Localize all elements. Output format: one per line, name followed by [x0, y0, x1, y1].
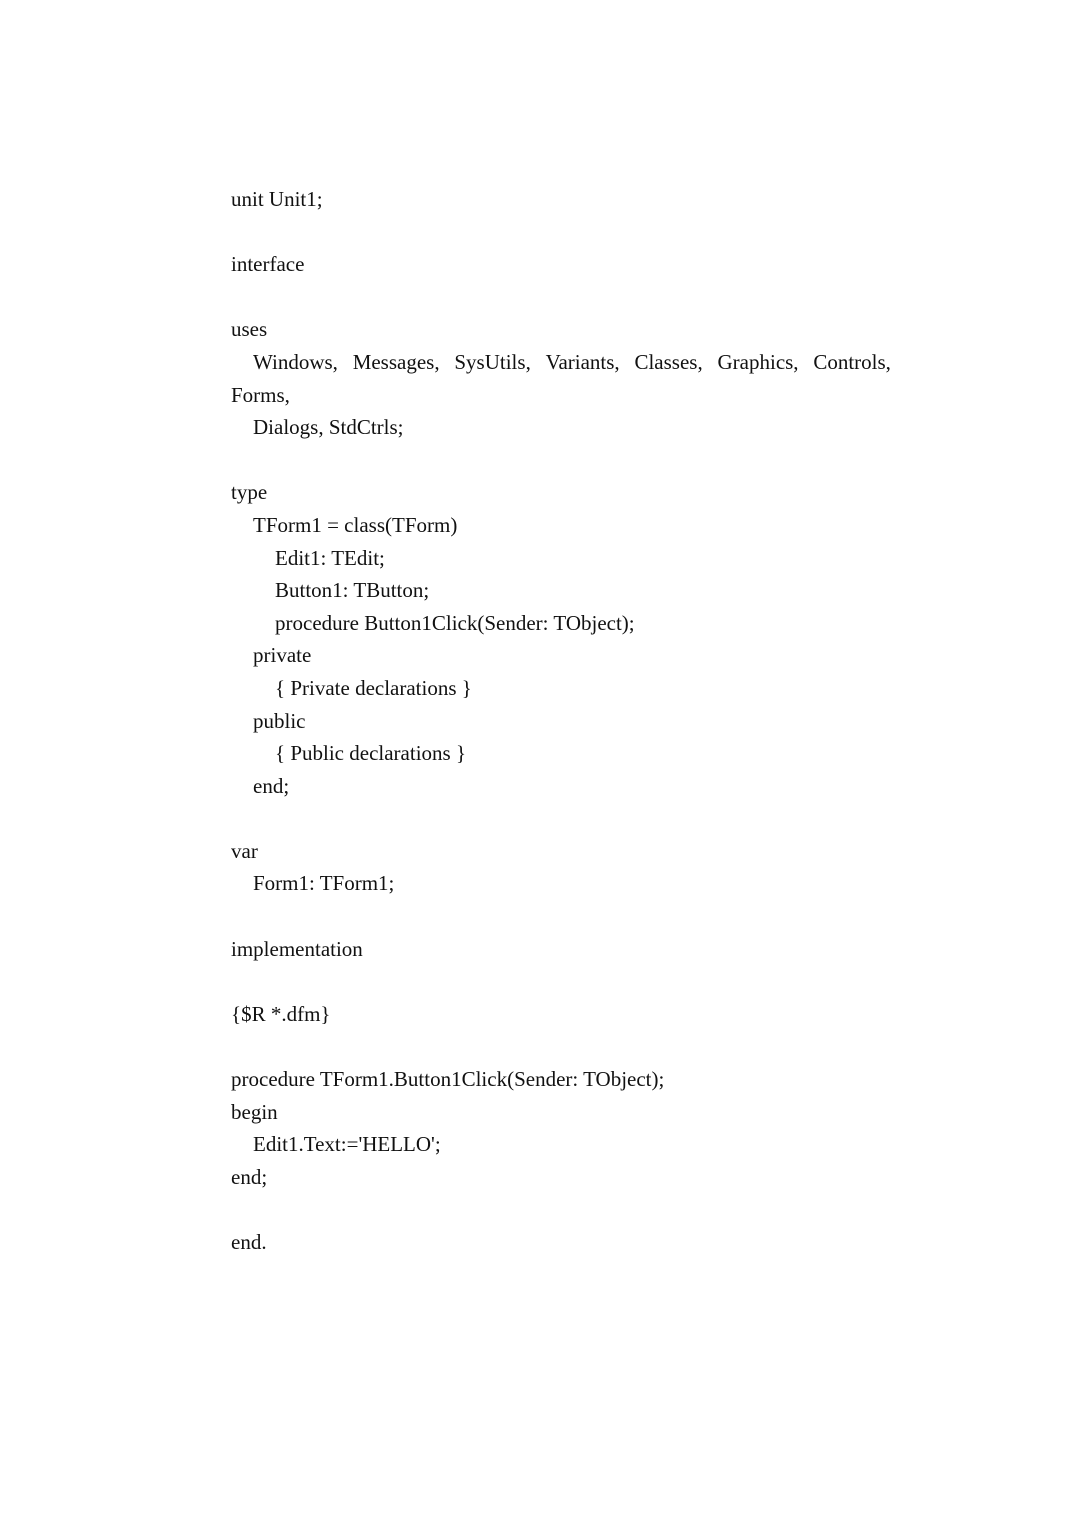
code-line: Forms,	[231, 382, 290, 407]
code-line: type	[231, 480, 268, 505]
blank-line	[231, 216, 891, 249]
code-line: Dialogs, StdCtrls;	[253, 415, 404, 440]
code-line: TForm1 = class(TForm)	[253, 512, 458, 537]
source-code-block	[231, 183, 891, 1259]
code-line: Button1: TButton;	[275, 578, 430, 603]
code-line: procedure Button1Click(Sender: TObject);	[275, 610, 635, 635]
code-line-uses-list	[231, 346, 891, 379]
blank-line	[231, 281, 891, 314]
code-line: var	[231, 838, 258, 863]
blank-line	[231, 1193, 891, 1226]
uses-word: SysUtils,	[454, 349, 531, 374]
code-line: implementation	[231, 936, 363, 961]
code-line: end.	[231, 1230, 267, 1254]
code-line: procedure TForm1.Button1Click(Sender: TObject);	[231, 1067, 665, 1092]
uses-word: Windows,	[253, 349, 338, 374]
uses-word: Classes,	[634, 349, 703, 374]
code-line: uses	[231, 317, 268, 342]
blank-line	[231, 1030, 891, 1063]
uses-word: Messages,	[352, 349, 440, 374]
code-line: interface	[231, 252, 305, 277]
uses-word: Graphics,	[717, 349, 799, 374]
code-line: Edit1: TEdit;	[275, 545, 385, 570]
code-line: begin	[231, 1099, 278, 1124]
code-line: { Public declarations }	[275, 741, 467, 766]
blank-line	[231, 802, 891, 835]
code-line: {$R *.dfm}	[231, 1001, 331, 1026]
blank-line	[231, 965, 891, 998]
code-line: { Private declarations }	[275, 675, 472, 700]
uses-word: Variants,	[545, 349, 620, 374]
uses-word: Controls,	[813, 349, 891, 374]
code-line: Edit1.Text:='HELLO';	[253, 1132, 441, 1157]
code-line: public	[253, 708, 306, 733]
blank-line	[231, 444, 891, 477]
code-line: unit Unit1;	[231, 187, 323, 211]
code-line: end;	[253, 773, 290, 798]
code-line: private	[253, 643, 312, 668]
code-line: Form1: TForm1;	[253, 871, 395, 896]
blank-line	[231, 900, 891, 933]
code-line: end;	[231, 1164, 268, 1189]
